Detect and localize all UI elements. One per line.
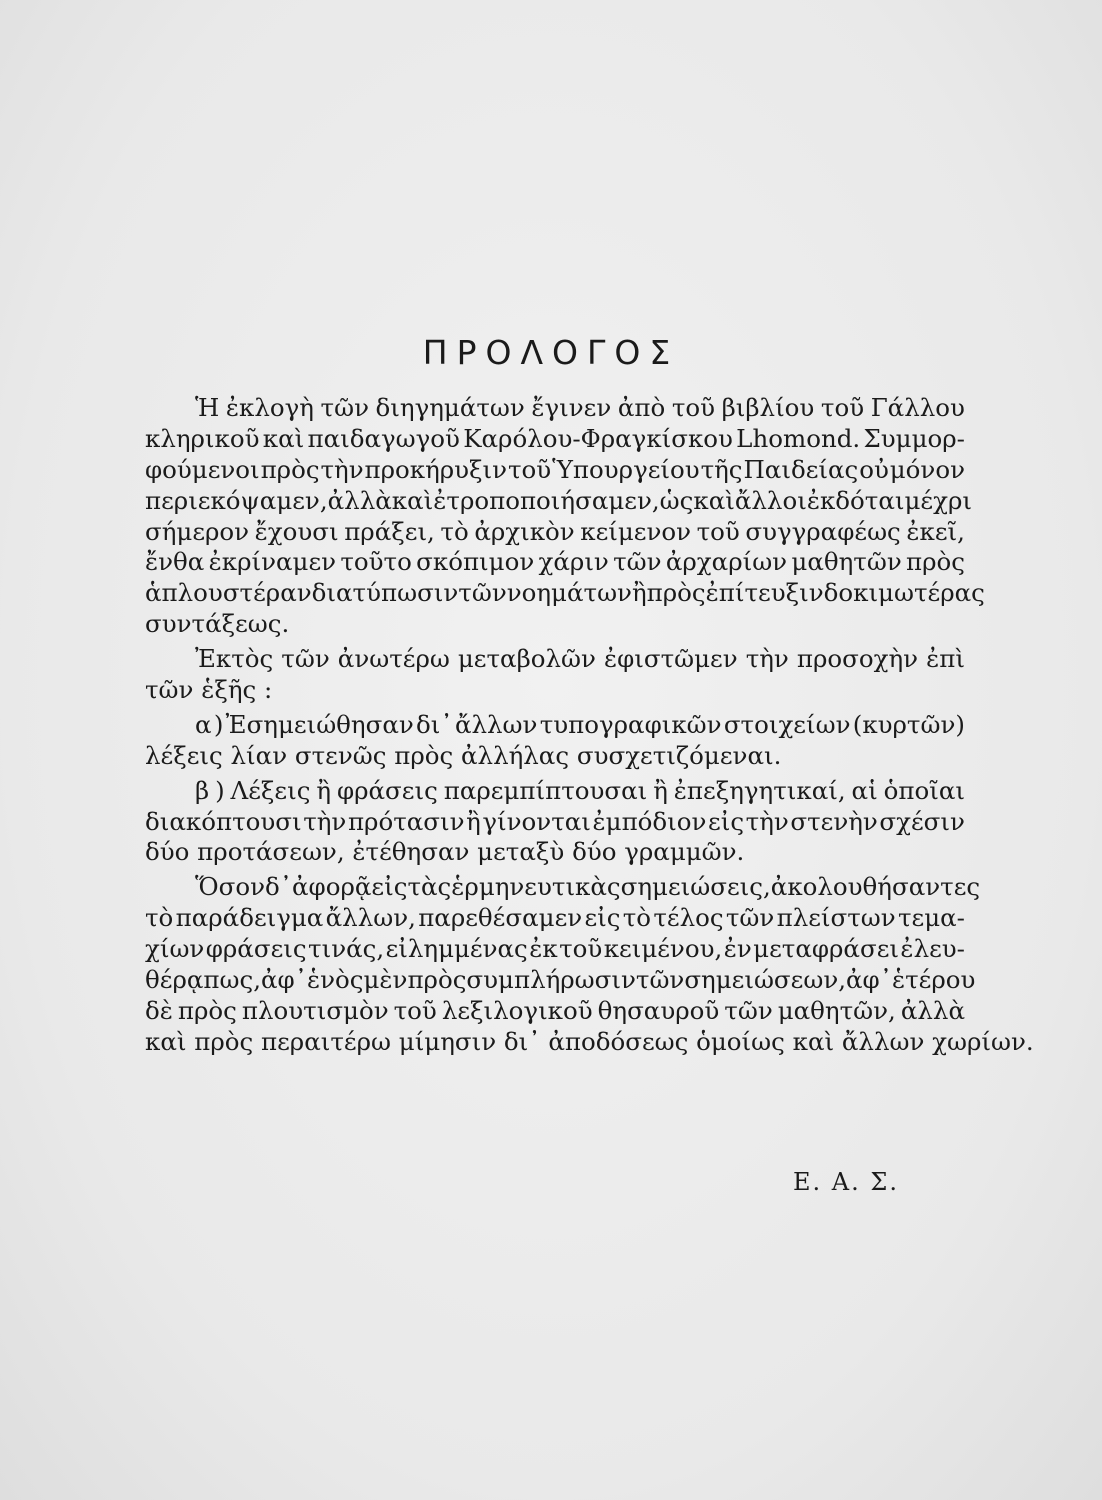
page-title: ΠΡΟΛΟΓΟΣ	[422, 333, 680, 372]
text-line: συντάξεως.	[145, 609, 290, 639]
text-line: λέξεις λίαν στενῶς πρὸς ἀλλήλας συσχετιζόμεναι.	[145, 740, 782, 770]
text-line: δύο προτάσεων, ἐτέθησαν μεταξὺ δύο γραμμῶν.	[145, 837, 745, 867]
text-line: σήμερον ἔχουσι πράξει, τὸ ἀρχικὸν κείμενον τοῦ συγγραφέως ἐκεῖ,	[145, 516, 965, 546]
text-line: τὸ παράδειγμα ἄλλων, παρεθέσαμεν εἰς τὸ τέλος τῶν πλείστων τεμα-	[145, 903, 965, 933]
author-initials: Ε. Α. Σ.	[793, 1168, 899, 1196]
text-line: β ) Λέξεις ἢ φράσεις παρεμπίπτουσαι ἢ ἐπεξηγητικαί, αἱ ὁποῖαι	[195, 775, 965, 805]
text-line: περιεκόψαμεν, ἀλλὰ καὶ ἐτροποποιήσαμεν, ὡς καὶ ἄλλοι ἐκδόται μέχρι	[145, 485, 972, 515]
text-line: Ὅσον δ᾿ ἀφορᾷ εἰς τὰς ἑρμηνευτικὰς σημειώσεις, ἀκολουθήσαντες	[195, 872, 981, 902]
text-line: θέρᾳ πως, ἀφ᾿ ἑνὸς μὲν πρὸς συμπλήρωσιν τῶν σημειώσεων, ἀφ᾿ ἑτέρου	[145, 965, 976, 995]
text-line: ἁπλουστέραν διατύπωσιν τῶν νοημάτων ἢ πρὸς ἐπίτευξιν δοκιμωτέρας	[145, 578, 985, 608]
text-line: α ) Ἐσημειώθησαν δι᾿ ἄλλων τυπογραφικῶν στοιχείων (κυρτῶν)	[195, 709, 965, 739]
text-line: διακόπτουσι τὴν πρότασιν ἢ γίνονται ἐμπόδιον εἰς τὴν στενὴν σχέσιν	[145, 806, 965, 836]
text-line: ἔνθα ἐκρίναμεν τοῦτο σκόπιμον χάριν τῶν ἀρχαρίων μαθητῶν πρὸς	[145, 547, 965, 577]
text-line: καὶ πρὸς περαιτέρω μίμησιν δι᾿ ἀποδόσεως ὁμοίως καὶ ἄλλων χωρίων.	[145, 1026, 1034, 1056]
text-line: Ἐκτὸς τῶν ἀνωτέρω μεταβολῶν ἐφιστῶμεν τὴν προσοχὴν ἐπὶ	[195, 644, 965, 674]
text-line: τῶν ἑξῆς :	[145, 675, 273, 705]
text-line: φούμενοι πρὸς τὴν προκήρυξιν τοῦ Ὑπουργείου τῆς Παιδείας οὐ μόνον	[145, 454, 965, 484]
text-line: χίων φράσεις τινάς, εἰλημμένας ἐκ τοῦ κειμένου, ἐν μεταφράσει ἐλευ-	[145, 934, 965, 964]
text-line: δὲ πρὸς πλουτισμὸν τοῦ λεξιλογικοῦ θησαυροῦ τῶν μαθητῶν, ἀλλὰ	[145, 995, 965, 1025]
text-line: Ἡ ἐκλογὴ τῶν διηγημάτων ἔγινεν ἀπὸ τοῦ βιβλίου τοῦ Γάλλου	[195, 393, 965, 422]
preface-body	[145, 393, 1034, 1058]
text-line: κληρικοῦ καὶ παιδαγωγοῦ Καρόλου-Φραγκίσκου Lhomond. Συμμορ-	[145, 423, 965, 453]
